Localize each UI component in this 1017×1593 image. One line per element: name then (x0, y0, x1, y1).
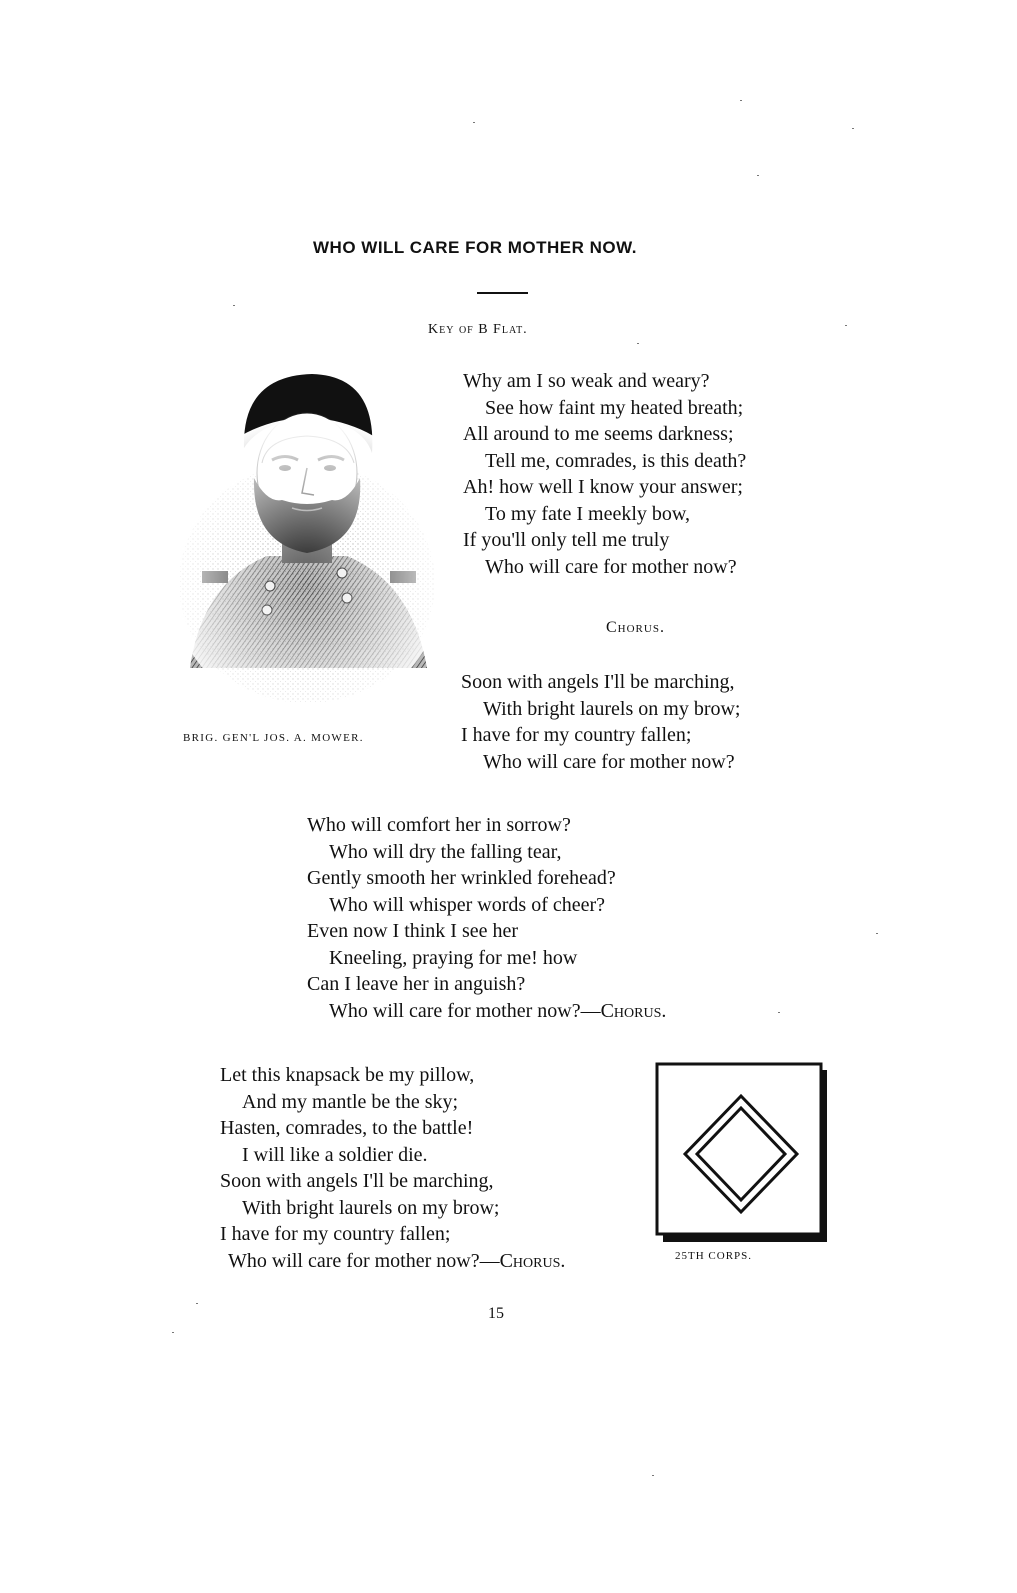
verse-line (220, 1248, 565, 1275)
key-signature: Key of B Flat. (428, 322, 528, 337)
chorus (461, 669, 741, 775)
verse-line-text: Who will care for mother now?— (329, 999, 601, 1022)
verse-line (307, 998, 666, 1025)
page-title: WHO WILL CARE FOR MOTHER NOW. (313, 238, 637, 257)
verse-line: Who will care for mother now? (485, 555, 737, 578)
page-number: 15 (488, 1305, 504, 1322)
verse-line: And my mantle be the sky; (242, 1090, 459, 1113)
verse-line: Ah! how well I know your answer; (463, 476, 743, 498)
verse-line: Who will dry the falling tear, (329, 840, 562, 863)
verse-line: Gently smooth her wrinkled forehead? (307, 867, 616, 889)
scan-speck (172, 1332, 174, 1333)
verse-line: Why am I so weak and weary? (463, 370, 710, 392)
scan-speck (876, 933, 878, 934)
verse-line: Who will comfort her in sorrow? (307, 814, 571, 836)
scan-speck (778, 1012, 780, 1013)
scan-speck (196, 1303, 198, 1304)
chorus-line: I have for my country fallen; (461, 724, 692, 746)
verse-line: Even now I think I see her (307, 920, 519, 942)
verse-line: With bright laurels on my brow; (242, 1196, 500, 1219)
verse-line: If you'll only tell me truly (463, 529, 670, 551)
verse-1 (463, 368, 746, 580)
verse-line: See how faint my heated breath; (485, 396, 744, 419)
scan-speck (473, 122, 475, 123)
general-portrait-image (172, 368, 442, 708)
scan-speck (757, 175, 759, 176)
verse-line: All around to me seems darkness; (463, 423, 734, 445)
scan-speck (852, 128, 854, 129)
scan-speck (740, 100, 742, 101)
verse-line: To my fate I meekly bow, (485, 502, 691, 525)
corps-badge-caption: 25TH CORPS. (675, 1250, 753, 1262)
chorus-line: With bright laurels on my brow; (483, 697, 741, 720)
verse-line: Kneeling, praying for me! how (329, 946, 578, 969)
verse-line: Can I leave her in anguish? (307, 973, 526, 995)
verse-2 (307, 812, 666, 1024)
chorus-reference: Chorus. (600, 999, 667, 1022)
title-rule (477, 292, 528, 294)
verse-line: Tell me, comrades, is this death? (485, 449, 747, 472)
verse-line: Hasten, comrades, to the battle! (220, 1117, 474, 1139)
verse-line: Who will whisper words of cheer? (329, 893, 606, 916)
verse-line-text: Who will care for mother now?— (228, 1249, 500, 1272)
chorus-reference: Chorus. (499, 1249, 566, 1272)
chorus-line: Who will care for mother now? (483, 750, 735, 773)
scan-speck (233, 305, 235, 306)
scan-speck (637, 343, 639, 344)
scan-speck (845, 325, 847, 326)
verse-line: I will like a soldier die. (242, 1143, 428, 1166)
verse-3 (220, 1062, 565, 1274)
verse-line: Soon with angels I'll be marching, (220, 1170, 494, 1192)
verse-line: I have for my country fallen; (220, 1223, 451, 1245)
portrait-caption: BRIG. GEN'L JOS. A. MOWER. (183, 732, 364, 744)
corps-badge-diamond-icon (655, 1062, 830, 1244)
scan-speck (652, 1475, 654, 1476)
verse-line: Let this knapsack be my pillow, (220, 1064, 475, 1086)
chorus-line: Soon with angels I'll be marching, (461, 671, 735, 693)
chorus-heading: Chorus. (606, 619, 665, 636)
